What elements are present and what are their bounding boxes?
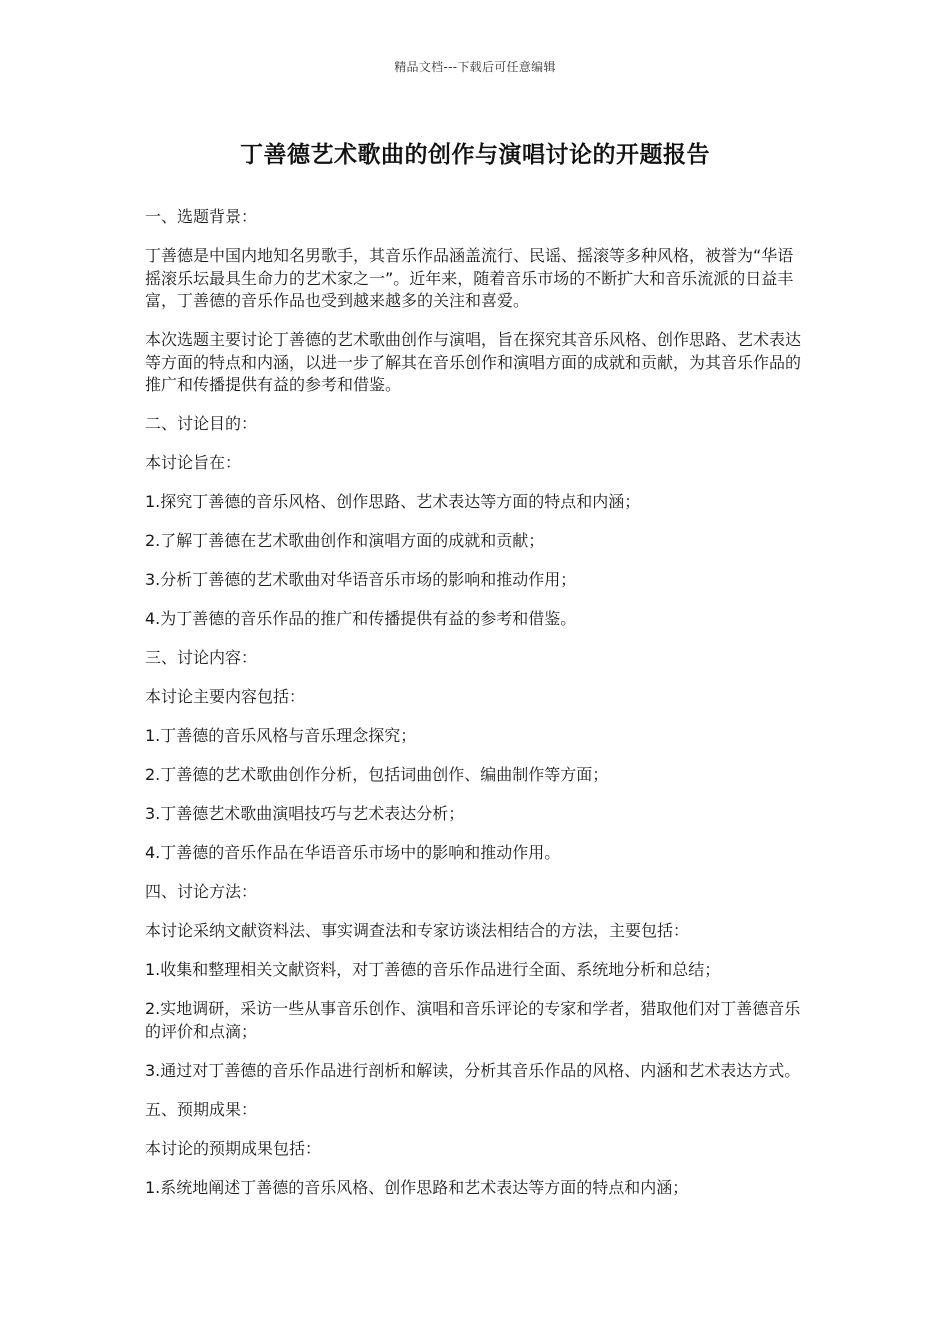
list-item: 1.系统地阐述丁善德的音乐风格、创作思路和艺术表达等方面的特点和内涵； (145, 1177, 689, 1197)
list-item: 2.丁善德的艺术歌曲创作分析，包括词曲创作、编曲制作等方面； (145, 765, 609, 784)
paragraph: 本讨论主要内容包括： (145, 687, 306, 706)
paragraph: 本讨论旨在： (145, 453, 242, 472)
paragraph: 本讨论的预期成果包括： (145, 1138, 322, 1158)
paragraph: 本讨论采纳文献资料法、事实调查法和专家访谈法相结合的方法，主要包括： (145, 921, 690, 940)
section-heading-content: 三、讨论内容： (145, 648, 258, 667)
list-item: 3.通过对丁善德的音乐作品进行剖析和解读，分析其音乐作品的风格、内涵和艺术表达方式。 (145, 1060, 801, 1080)
list-item: 2.实地调研，采访一些从事音乐创作、演唱和音乐评论的专家和学者，猎取他们对丁善德音乐的评价和点滴； (145, 999, 801, 1041)
paragraph: 本次选题主要讨论丁善德的艺术歌曲创作与演唱，旨在探究其音乐风格、创作思路、艺术表达等方面的特点和内涵，以进一步了解其在音乐创作和演唱方面的成就和贡献，为其音乐作品的推广和传播提供有益的参考和借鉴。 (145, 330, 802, 394)
section-heading-method: 四、讨论方法： (145, 882, 258, 901)
list-item: 1.丁善德的音乐风格与音乐理念探究； (145, 726, 417, 745)
list-item: 1.探究丁善德的音乐风格、创作思路、艺术表达等方面的特点和内涵； (145, 492, 641, 511)
section-heading-background: 一、选题背景： (145, 207, 258, 226)
paragraph: 丁善德是中国内地知名男歌手，其音乐作品涵盖流行、民谣、摇滚等多种风格，被誉为“华语摇滚乐坛最具生命力的艺术家之一”。近年来，随着音乐市场的不断扩大和音乐流派的日益丰富，丁善德的音乐作品也受到越来越多的关注和喜爱。 (145, 246, 794, 310)
document-title: 丁善德艺术歌曲的创作与演唱讨论的开题报告 (240, 142, 710, 168)
section-heading-purpose: 二、讨论目的： (145, 414, 258, 433)
list-item: 3.丁善德艺术歌曲演唱技巧与艺术表达分析； (145, 804, 465, 823)
list-item: 3.分析丁善德的艺术歌曲对华语音乐市场的影响和推动作用； (145, 570, 577, 589)
list-item: 2.了解丁善德在艺术歌曲创作和演唱方面的成就和贡献； (145, 531, 545, 550)
section-heading-outcomes: 五、预期成果： (145, 1099, 258, 1119)
list-item: 4.为丁善德的音乐作品的推广和传播提供有益的参考和借鉴。 (145, 609, 577, 628)
list-item: 4.丁善德的音乐作品在华语音乐市场中的影响和推动作用。 (145, 843, 561, 862)
header-note: 精品文档---下载后可任意编辑 (394, 60, 556, 74)
list-item: 1.收集和整理相关文献资料，对丁善德的音乐作品进行全面、系统地分析和总结； (145, 960, 721, 979)
document-body (145, 206, 805, 1216)
